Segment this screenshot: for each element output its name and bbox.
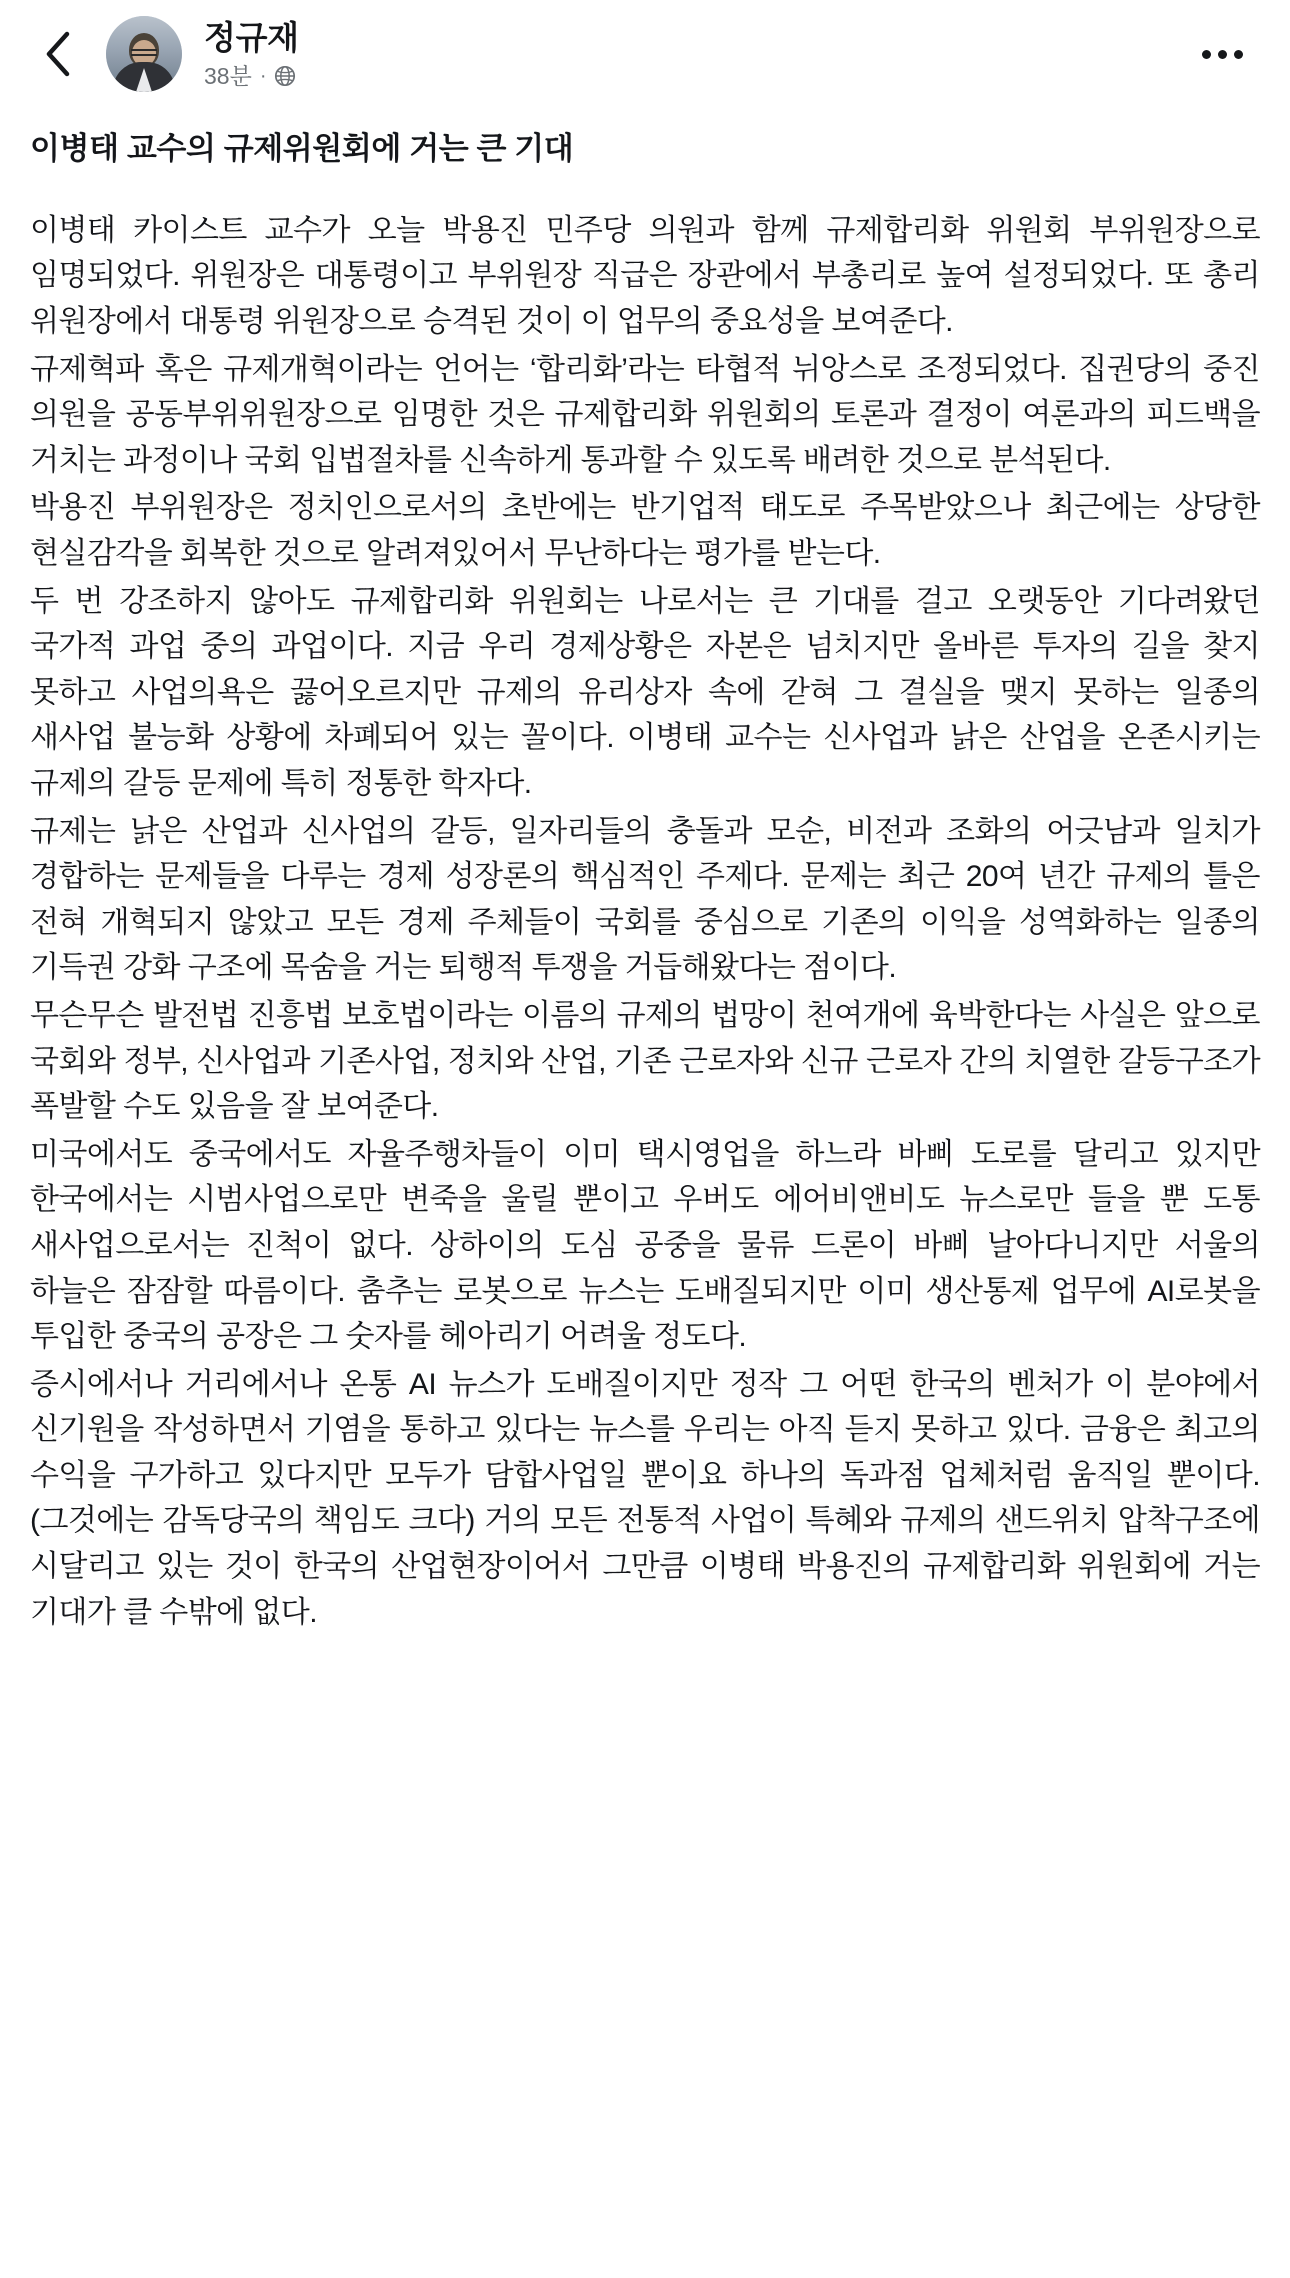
meta-separator: · (259, 65, 267, 88)
post-paragraph: 규제는 낡은 산업과 신사업의 갈등, 일자리들의 충돌과 모순, 비전과 조화의 어긋남과 일치가 경합하는 문제들을 다루는 경제 성장론의 핵심적인 주제다. 문제는 최근 20여 년간 규제의 틀은 전혀 개혁되지 않았고 모든 경제 주체들이 국회를 중심으로 기존의 이익을 성역화하는 일종의 기득권 강화 구조에 목숨을 거는 퇴행적 투쟁을 거듭해왔다는 점이다. (30, 814, 1260, 985)
more-dot-1 (1202, 50, 1211, 59)
post-timestamp[interactable]: 38분 (204, 62, 252, 89)
post-title: 이병태 교수의 규제위원회에 거는 큰 기대 (30, 131, 574, 166)
more-options-button[interactable] (1190, 29, 1254, 79)
more-dot-3 (1234, 50, 1243, 59)
more-dot-2 (1218, 50, 1227, 59)
post-paragraph: 이병태 카이스트 교수가 오늘 박용진 민주당 의원과 함께 규제합리화 위원회 부위원장으로 임명되었다. 위원장은 대통령이고 부위원장 직급은 장관에서 부총리로 높여 설정되었다. 또 총리 위원장에서 대통령 위원장으로 승격된 것이 이 업무의 중요성을 보여준다. (30, 213, 1260, 339)
post-paragraph: 규제혁파 혹은 규제개혁이라는 언어는 ‘합리화’라는 타협적 뉘앙스로 조정되었다. 집권당의 중진 의원을 공동부위위원장으로 임명한 것은 규제합리화 위원회의 토론과 결정이 여론과의 피드백을 거치는 과정이나 국회 입법절차를 신속하게 통과할 수 있도록 배려한 것으로 분석된다. (30, 352, 1260, 477)
author-name[interactable]: 정규재 (204, 18, 299, 56)
globe-icon[interactable] (274, 65, 296, 87)
avatar-glasses-icon (131, 49, 157, 56)
post-paragraph: 무슨무슨 발전법 진흥법 보호법이라는 이름의 규제의 법망이 천여개에 육박한다는 사실은 앞으로 국회와 정부, 신사업과 기존사업, 정치와 산업, 기존 근로자와 신규 근로자 간의 치열한 갈등구조가 폭발할 수도 있음을 잘 보여준다. (30, 998, 1260, 1124)
post-header (0, 0, 1290, 96)
post-content (0, 96, 1290, 1657)
post-paragraph: 박용진 부위원장은 정치인으로서의 초반에는 반기업적 태도로 주목받았으나 최근에는 상당한 현실감각을 회복한 것으로 알려져있어서 무난하다는 평가를 받는다. (30, 491, 1260, 570)
post-author-block (204, 19, 1190, 89)
post-paragraph: 미국에서도 중국에서도 자율주행차들이 이미 택시영업을 하느라 바삐 도로를 달리고 있지만 한국에서는 시범사업으로만 변죽을 울릴 뿐이고 우버도 에어비앤비도 뉴스로만 들을 뿐 도통 새사업으로서는 진척이 없다. 상하이의 도심 공중을 물류 드론이 바삐 날아다니지만 서울의 하늘은 잠잠할 따름이다. 춤추는 로봇으로 뉴스는 도배질되지만 이미 생산통제 업무에 AI로봇을 투입한 중국의 공장은 그 숫자를 헤아리기 어려울 정도다. (30, 1137, 1260, 1354)
back-button[interactable] (30, 25, 88, 83)
post-meta (204, 64, 1190, 89)
post-paragraph: 두 번 강조하지 않아도 규제합리화 위원회는 나로서는 큰 기대를 걸고 오랫동안 기다려왔던 국가적 과업 중의 과업이다. 지금 우리 경제상황은 자본은 넘치지만 올바른 투자의 길을 찾지 못하고 사업의욕은 끓어오르지만 규제의 유리상자 속에 갇혀 그 결실을 맺지 못하는 일종의 새사업 불능화 상황에 차폐되어 있는 꼴이다. 이병태 교수는 신사업과 낡은 산업을 온존시키는 규제의 갈등 문제에 특히 정통한 학자다. (30, 584, 1260, 800)
post-paragraph: 증시에서나 거리에서나 온통 AI 뉴스가 도배질이지만 정작 그 어떤 한국의 벤처가 이 분야에서 신기원을 작성하면서 기염을 통하고 있다는 뉴스를 우리는 아직 듣지 못하고 있다. 금융은 최고의 수익을 구가하고 있다지만 모두가 담합사업일 뿐이요 하나의 독과점 업체처럼 움직일 뿐이다. (그것에는 감독당국의 책임도 크다) 거의 모든 전통적 사업이 특혜와 규제의 샌드위치 압착구조에 시달리고 있는 것이 한국의 산업현장이어서 그만큼 이병태 박용진의 규제합리화 위원회에 거는 기대가 클 수밖에 없다. (30, 1367, 1260, 1629)
avatar[interactable] (106, 16, 182, 92)
post-body (30, 208, 1260, 1635)
